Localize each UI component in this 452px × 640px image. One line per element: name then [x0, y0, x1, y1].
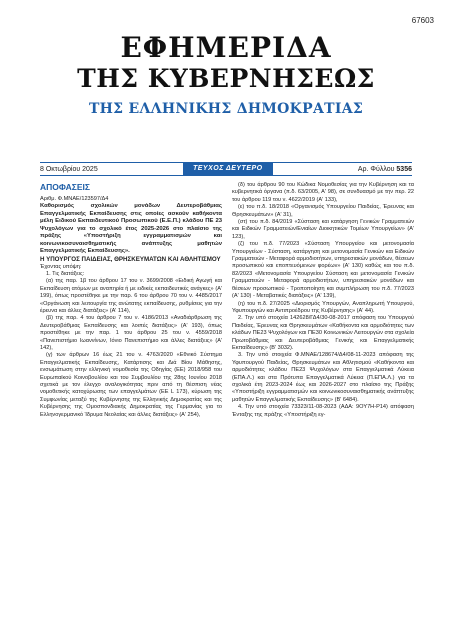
issue-sheet-label: Αρ. Φύλλου: [357, 165, 395, 173]
masthead-subtitle: ΤΗΣ ΕΛΛΗΝΙΚΗΣ ΔΗΜΟΚΡΑΤΙΑΣ: [88, 101, 364, 117]
masthead: [0, 32, 452, 117]
document-body: [40, 182, 414, 419]
paragraph-z: (ζ) του π.δ. 77/2023 «Σύσταση Υπουργείου και μετονομασία Υπουργείων - Σύσταση, κατάργηση και μετονομασία Γενικών και Ειδικών Γραμματειών - Μεταφορά αρμοδιοτήτων, υπηρεσιακών μονάδων, θέσεων προσωπικού και εποπτευόμενων φορέων» (Α' 130) καθώς και του π.δ. 82/2023 «Μετονομασία Υπουργείου Σύσταση και μετονομασία Γενικών Γραμματειών - Μεταφορά αρμοδιοτήτων, υπηρεσιακών μονάδων και θέσεων προσωπικού - Τροποποίηση και συμπλήρωση του π.δ. 77/2023 (Α' 130) - Μεταβατικές διατάξεις» (Α' 139),: [232, 241, 414, 300]
paragraph-a: (α) της παρ. 1β του άρθρου 17 του ν. 3699/2008 «Ειδική Αγωγή και Εκπαίδευση ατόμων με αναπηρία ή με ειδικές εκπαιδευτικές ανάγκες» (Α' 199), όπως προστέθηκε με την παρ. 6 του άρθρου 70 του ν. 4485/2017 «Οργάνωση και λειτουργία της ανώτατης εκπαίδευσης, ρυθμίσεις για την έρευνα και άλλες διατάξεις» (Α' 114),: [40, 278, 222, 314]
right-column: [232, 182, 414, 419]
decision-number: Αριθμ. Φ.ΜΝΑΕ/123597/Δ4: [40, 196, 109, 202]
decision-title: Καθορισμός σχολικών μονάδων Δευτεροβάθμιας Επαγγελματικής Εκπαίδευσης στις οποίες ασκούν καθήκοντα μέλη Ειδικού Εκπαιδευτικού Προσωπικού (Ε.Ε.Π.) κλάδου ΠΕ 23 Ψυχολόγων για το σχολικό έτος 2025-2026 στο πλαίσιο της πράξης «Υποστήριξη εγγραμματισμών και κοινωνικοσυναισθηματικής ανάπτυξης μαθητών Επαγγελματικής Εκπαίδευσης».: [40, 203, 222, 255]
paragraph-st: (στ) του π.δ. 84/2019 «Σύσταση και κατάργηση Γενικών Γραμματειών και Ειδικών Γραμματειών/Ενιαίων Διοικητικών Τομέων Υπουργείων» (Α' 123),: [232, 219, 414, 240]
section-heading: ΑΠΟΦΑΣΕΙΣ: [40, 182, 91, 192]
issue-date: 8 Οκτωβρίου 2025: [40, 165, 98, 173]
consideration-item-4: 4. Την υπό στοιχεία 73323/11-08-2023 (ΑΔΑ: 9ΟΥ7Η-Ρ14) απόφαση Ένταξης της πράξης «Υποστήριξη εγ-: [232, 404, 414, 418]
issuing-authority: Η ΥΠΟΥΡΓΟΣ ΠΑΙΔΕΙΑΣ, ΘΡΗΣΚΕΥΜΑΤΩΝ ΚΑΙ ΑΘΛΗΤΙΣΜΟΥ: [40, 255, 221, 263]
paragraph-c: (γ) των άρθρων 16 έως 21 του ν. 4763/2020 «Εθνικό Σύστημα Επαγγελματικής Εκπαίδευσης, Κατάρτισης και Διά Βίου Μάθησης, ενσωμάτωση στην ελληνική νομοθεσία της Οδηγίας (ΕΕ) 2018/958 του Ευρωπαϊκού Κοινοβουλίου και του Συμβουλίου της 28ης Ιουνίου 2018 σχετικά με τον έλεγχο αναλογικότητας πριν από τη θέσπιση νέας νομοθετικής κατοχύρωσης των επαγγελμάτων (ΕΕ L 173), κύρωση της Συμφωνίας μεταξύ της Κυβέρνησης της Ελληνικής Δημοκρατίας και της Κυβέρνησης της Ομοσπονδιακής Δημοκρατίας της Γερμανίας για το Ελληνογερμανικό Ίδρυμα Νεολαίας και άλλες διατάξεις» (Α' 254),: [40, 352, 222, 418]
consideration-item-2: 2. Την υπό στοιχεία 142628/ΓΔ4/30-08-2017 απόφαση του Υπουργού Παιδείας, Έρευνας και Θρησκευμάτων «Καθήκοντα και αρμοδιότητες των κλάδων ΠΕ23 Ψυχολόγων και ΠΕ30 Κοινωνικών Λειτουργών στα σχολεία Πρωτοβάθμιας και Δευτεροβάθμιας Γενικής και Επαγγελματικής Εκπαίδευσης» (Β' 3032).: [232, 315, 414, 351]
page-number: 67603: [411, 16, 434, 25]
left-column: [40, 182, 222, 419]
paragraph-b: (β) της παρ. 4 του άρθρου 7 του ν. 4186/2013 «Αναδιάρθρωση της Δευτεροβάθμιας Εκπαίδευσης και λοιπές διατάξεις» (Α' 193), όπως προστέθηκε με την παρ. 1 του άρθρου 25 του ν. 4559/2018 «Πανεπιστήμιο Ιωαννίνων, Ιόνιο Πανεπιστήμιο και άλλες διατάξεις» (Α' 142),: [40, 315, 222, 351]
consideration-item-3: 3. Την υπό στοιχεία Φ.ΜΝΑΕ/128674/Δ4/08-11-2023 απόφαση της Υφυπουργού Παιδείας, Θρησκευμάτων και Αθλητισμού «Καθήκοντα και αρμοδιότητες κλάδου ΠΕ23 Ψυχολόγων στα Επαγγελματικά Λύκεια (ΕΠΑ.Λ.) και στα Πρότυπα Επαγγελματικά Λύκεια (Π.ΕΠΑ.Λ.) για τα σχολικά έτη 2023-2024 έως και 2026-2027 στο πλαίσιο της Πράξης «Υποστήριξη εγγραμματισμών και κοινωνικοσυναισθηματικής ανάπτυξης μαθητών Επαγγελματικής Εκπαίδευσης» (Β' 6484).: [232, 352, 414, 403]
issue-sheet-number: 5356: [396, 165, 412, 173]
issue-sheet: [358, 166, 412, 173]
paragraph-d: (δ) του άρθρου 90 του Κώδικα Νομοθεσίας για την Κυβέρνηση και τα κυβερνητικά όργανα (π.δ. 63/2005, Α' 98), σε συνδυασμό με την περ. 22 του άρθρου 119 του ν. 4622/2019 (Α' 133),: [232, 182, 414, 203]
paragraph-e: (ε) του π.δ. 18/2018 «Οργανισμός Υπουργείου Παιδείας, Έρευνας και Θρησκευμάτων» (Α' 31),: [232, 204, 414, 218]
issue-type: ΤΕΥΧΟΣ ΔΕΥΤΕΡΟ: [183, 163, 273, 175]
masthead-title-line2: ΤΗΣ ΚΥΒΕΡΝΗΣΕΩΣ: [77, 64, 375, 93]
issue-bar: [40, 162, 412, 176]
consideration-item-1: 1. Τις διατάξεις:: [46, 270, 85, 277]
considerations-intro: Έχοντας υπόψη:: [40, 263, 82, 270]
masthead-title-line1: ΕΦΗΜΕΡΙΔΑ: [120, 31, 332, 64]
paragraph-h: (η) του π.δ. 27/2025 «Διορισμός Υπουργών, Αναπληρωτή Υπουργού, Υφυπουργών και Αντιπροέδρου της Κυβέρνησης» (Α' 44).: [232, 300, 414, 314]
